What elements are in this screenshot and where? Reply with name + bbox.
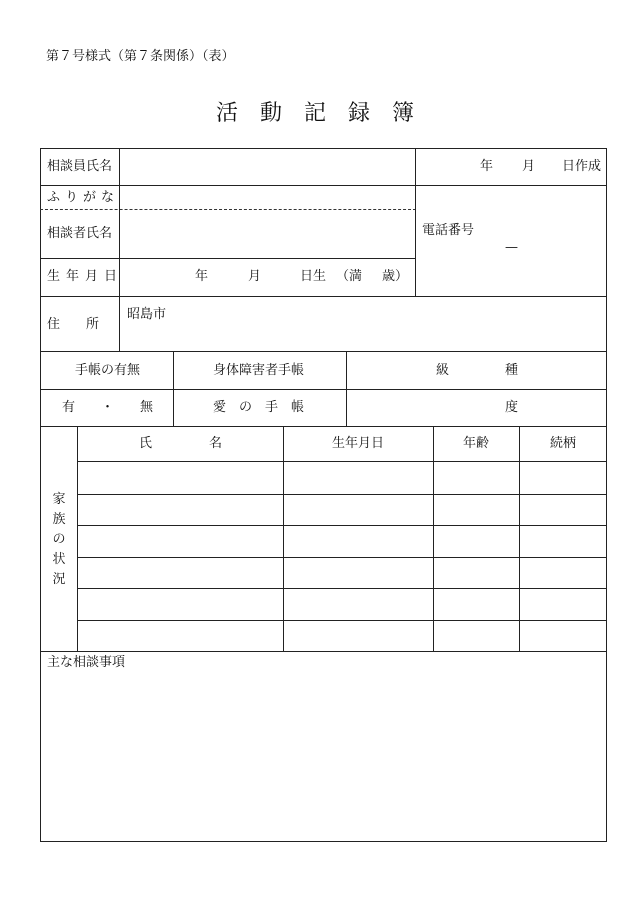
furigana-label: ふりがな — [47, 190, 120, 205]
created-month-label: 月 — [522, 159, 536, 174]
family-col-divider — [433, 426, 434, 651]
row-line — [40, 185, 416, 186]
client-name-field[interactable] — [121, 211, 414, 257]
family-header-line — [77, 461, 607, 462]
page-title: 活動記録簿 — [215, 101, 436, 126]
family-section-label: 家族の状況 — [52, 492, 66, 587]
family-row-line — [77, 620, 607, 621]
furigana-field[interactable] — [121, 187, 414, 208]
row-line — [40, 351, 607, 352]
created-day-label: 日作成 — [562, 159, 602, 174]
handbook-divider — [346, 351, 347, 426]
ai-handbook-label: 愛 の 手 帳 — [213, 400, 305, 415]
label-divider — [119, 148, 120, 351]
row-line — [416, 185, 607, 186]
created-year-label: 年 — [480, 159, 494, 174]
row-line — [40, 258, 416, 259]
main-consultation-label: 主な相談事項 — [47, 655, 126, 670]
main-consultation-field[interactable] — [42, 674, 605, 840]
row-line — [40, 426, 607, 427]
row-line — [40, 389, 607, 390]
family-col-divider — [519, 426, 520, 651]
family-row-line — [77, 525, 607, 526]
type-label: 種 — [505, 363, 519, 378]
physical-handbook-label: 身体障害者手帳 — [213, 363, 305, 378]
family-col-name-2: 名 — [209, 436, 223, 451]
family-row-line — [77, 588, 607, 589]
degree-label: 度 — [505, 400, 519, 415]
phone-field[interactable] — [417, 187, 606, 295]
birth-month-label: 月 — [248, 269, 262, 284]
family-col-relation: 続柄 — [550, 436, 577, 451]
right-column-divider — [415, 148, 416, 296]
counselor-name-field[interactable] — [121, 149, 414, 184]
row-line — [40, 296, 607, 297]
client-name-label: 相談者氏名 — [47, 226, 113, 241]
phone-dash: — — [505, 240, 518, 255]
birth-day-label: 日生 — [300, 269, 327, 284]
birth-date-label: 生年月日 — [47, 269, 124, 284]
age-close-label: 歳） — [382, 269, 409, 284]
address-label: 住 所 — [47, 317, 100, 332]
phone-label: 電話番号 — [422, 223, 475, 238]
family-col-birth: 生年月日 — [332, 436, 385, 451]
family-row-line — [77, 494, 607, 495]
form-number: 第７号様式（第７条関係）（表） — [46, 49, 235, 64]
row-line — [40, 651, 607, 652]
family-col-divider — [283, 426, 284, 651]
grade-label: 級 — [436, 363, 450, 378]
address-value[interactable]: 昭島市 — [127, 307, 167, 322]
handbook-presence-label: 手帳の有無 — [75, 363, 141, 378]
family-row-line — [77, 557, 607, 558]
age-open-label: （満 — [336, 269, 363, 284]
birth-year-label: 年 — [195, 269, 209, 284]
yes-no-selector[interactable]: 有 ・ 無 — [62, 400, 154, 415]
family-col-age: 年齢 — [463, 436, 490, 451]
furigana-divider — [40, 209, 416, 210]
family-col-name-1: 氏 — [139, 436, 153, 451]
counselor-name-label: 相談員氏名 — [47, 159, 113, 174]
family-label-divider — [77, 426, 78, 651]
handbook-divider — [173, 351, 174, 426]
